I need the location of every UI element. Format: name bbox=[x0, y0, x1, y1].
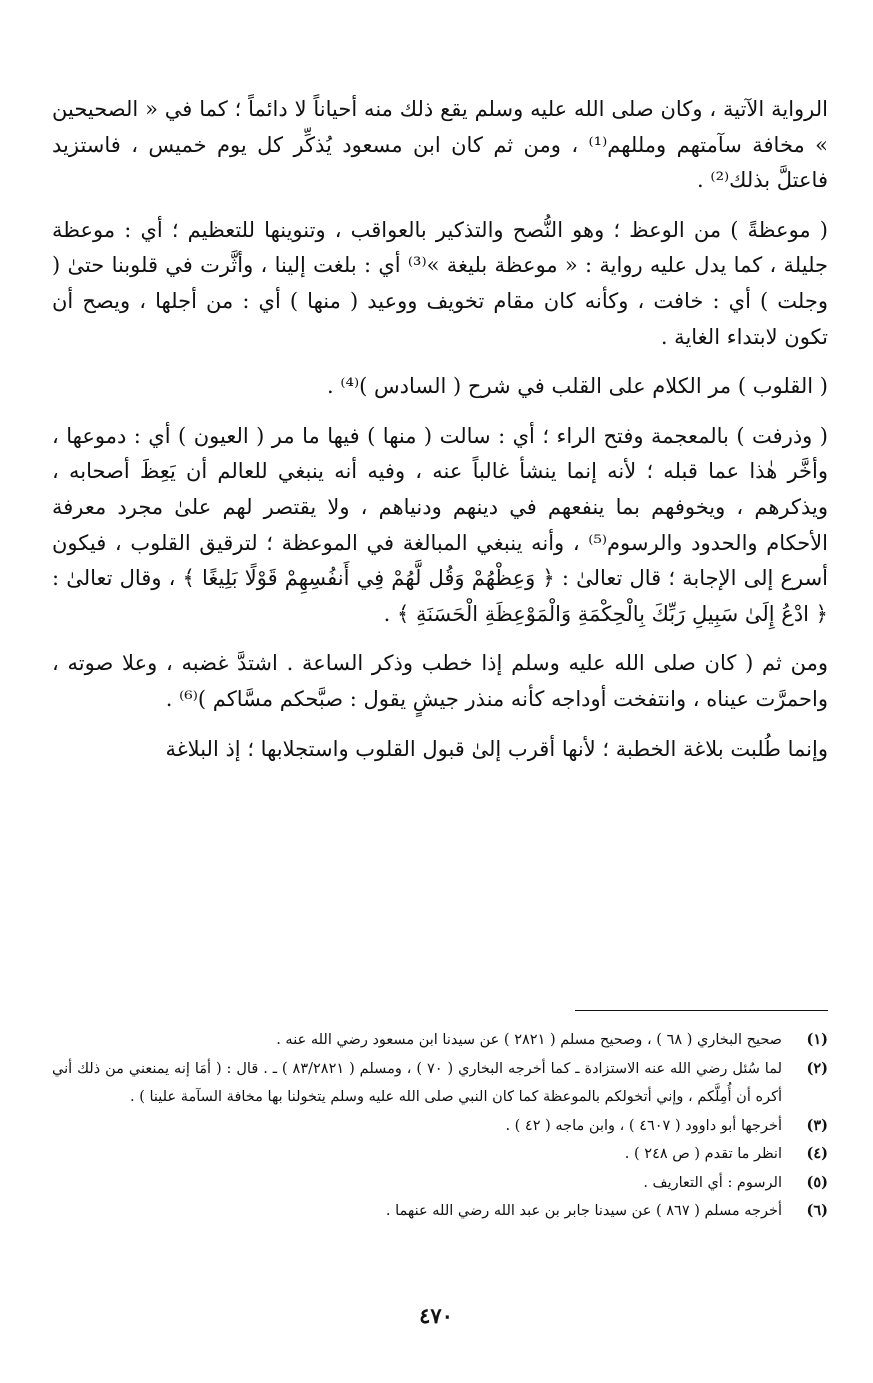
footnote-number: (٦) bbox=[806, 1202, 828, 1219]
paragraph-5: ومن ثم ( كان صلى الله عليه وسلم إذا خطب وذكر الساعة . اشتدَّ غضبه ، وعلا صوته ، واحمرَّت عيناه ، وانتفخت أوداجه كأنه منذر جيشٍ يقول : صبَّحكم مسَّاكم )⁽⁶⁾ . bbox=[52, 651, 828, 711]
paragraph-6: وإنما طُلبت بلاغة الخطبة ؛ لأنها أقرب إلىٰ قبول القلوب واستجلابها ؛ إذ البلاغة bbox=[165, 736, 828, 761]
footnote-3 bbox=[52, 1112, 828, 1141]
footnote-text: الرسوم : أي التعاريف . bbox=[643, 1174, 782, 1191]
footnote-5 bbox=[52, 1169, 828, 1198]
footnote-separator bbox=[575, 1010, 828, 1011]
footnote-text: انظر ما تقدم ( ص ٢٤٨ ) . bbox=[624, 1146, 782, 1162]
footnote-1 bbox=[52, 1026, 828, 1055]
footnote-6 bbox=[52, 1197, 828, 1226]
paragraph-4: ( وذرفت ) بالمعجمة وفتح الراء ؛ أي : سالت ( منها ) فيها ما مر ( العيون ) أي : دموعها ، وأخَّر هٰذا عما قبله ؛ لأنه إنما ينشأ غالباً عنه ، وفيه أنه ينبغي للعالم أن يَعِظَ أصحابه ، ويذكرهم ، ويخوفهم بما ينفعهم في دينهم ودنياهم ، ولا يقتصر لهم علىٰ مجرد معرفة الأحكام والحدود والرسوم⁽⁵⁾ ، وأنه ينبغي المبالغة في الموعظة ؛ لترقيق القلوب ، فيكون أسرع إلى الإجابة ؛ قال تعالىٰ : ﴿ وَعِظْهُمْ وَقُل لَّهُمْ فِي أَنفُسِهِمْ قَوْلًا بَلِيغًا ﴾ ، وقال تعالىٰ : ﴿ ادْعُ إِلَىٰ سَبِيلِ رَبِّكَ بِالْحِكْمَةِ وَالْمَوْعِظَةِ الْحَسَنَةِ ﴾ . bbox=[52, 423, 828, 626]
footnote-text: صحيح البخاري ( ٦٨ ) ، وصحيح مسلم ( ٢٨٢١ ) عن سيدنا ابن مسعود رضي الله عنه . bbox=[276, 1032, 782, 1048]
footnote-4 bbox=[52, 1140, 828, 1169]
footnote-number: (٣) bbox=[806, 1116, 828, 1134]
footnote-text: أخرجه مسلم ( ٨٦٧ ) عن سيدنا جابر بن عبد الله رضي الله عنهما . bbox=[385, 1203, 782, 1219]
footnote-text: لما سُئل رضي الله عنه الاستزادة ـ كما أخرجه البخاري ( ٧٠ ) ، ومسلم ( ٨٣/٢٨٢١ ) ـ . قال : ( أمَا إنه يمنعني من ذلك أني أكره أن أُمِلَّكم ، وإني أتخولكم بالموعظة كما كان النبي صلى الله عليه وسلم يتخولنا بها مخافة السآمة علينا ) . bbox=[52, 1060, 782, 1105]
paragraph-2: ( موعظةً ) من الوعظ ؛ وهو النُّصح والتذكير بالعواقب ، وتنوينها للتعظيم ؛ أي : موعظة جليلة ، كما يدل عليه رواية : « موعظة بليغة »⁽³⁾ أي : بلغت إلينا ، وأثَّرت في قلوبنا حتىٰ ( وجلت ) أي : خافت ، وكأنه كان مقام تخويف ووعيد ( منها ) أي : من أجلها ، ويصح أن تكون لابتداء الغاية . bbox=[52, 217, 828, 349]
footnote-2 bbox=[52, 1055, 828, 1112]
footnote-number: (٢) bbox=[806, 1059, 828, 1077]
main-text bbox=[52, 92, 828, 767]
page-number: ٤٧٠ bbox=[419, 1303, 453, 1328]
footnote-number: (٥) bbox=[806, 1173, 828, 1191]
footnote-number: (١) bbox=[806, 1031, 828, 1048]
paragraph-3: ( القلوب ) مر الكلام على القلب في شرح ( السادس )⁽⁴⁾ . bbox=[327, 374, 828, 399]
footnote-text: أخرجها أبو داوود ( ٤٦٠٧ ) ، وابن ماجه ( ٤٢ ) . bbox=[505, 1117, 782, 1134]
footnotes bbox=[52, 1026, 828, 1226]
footnote-number: (٤) bbox=[806, 1145, 828, 1162]
paragraph-1: الرواية الآتية ، وكان صلى الله عليه وسلم يقع ذلك منه أحياناً لا دائماً ؛ كما في « الصحيحين » مخافة سآمتهم ومللهم⁽¹⁾ ، ومن ثم كان ابن مسعود يُذكِّر كل يوم خميس ، فاستزيد فاعتلَّ بذلك⁽²⁾ . bbox=[52, 97, 828, 193]
